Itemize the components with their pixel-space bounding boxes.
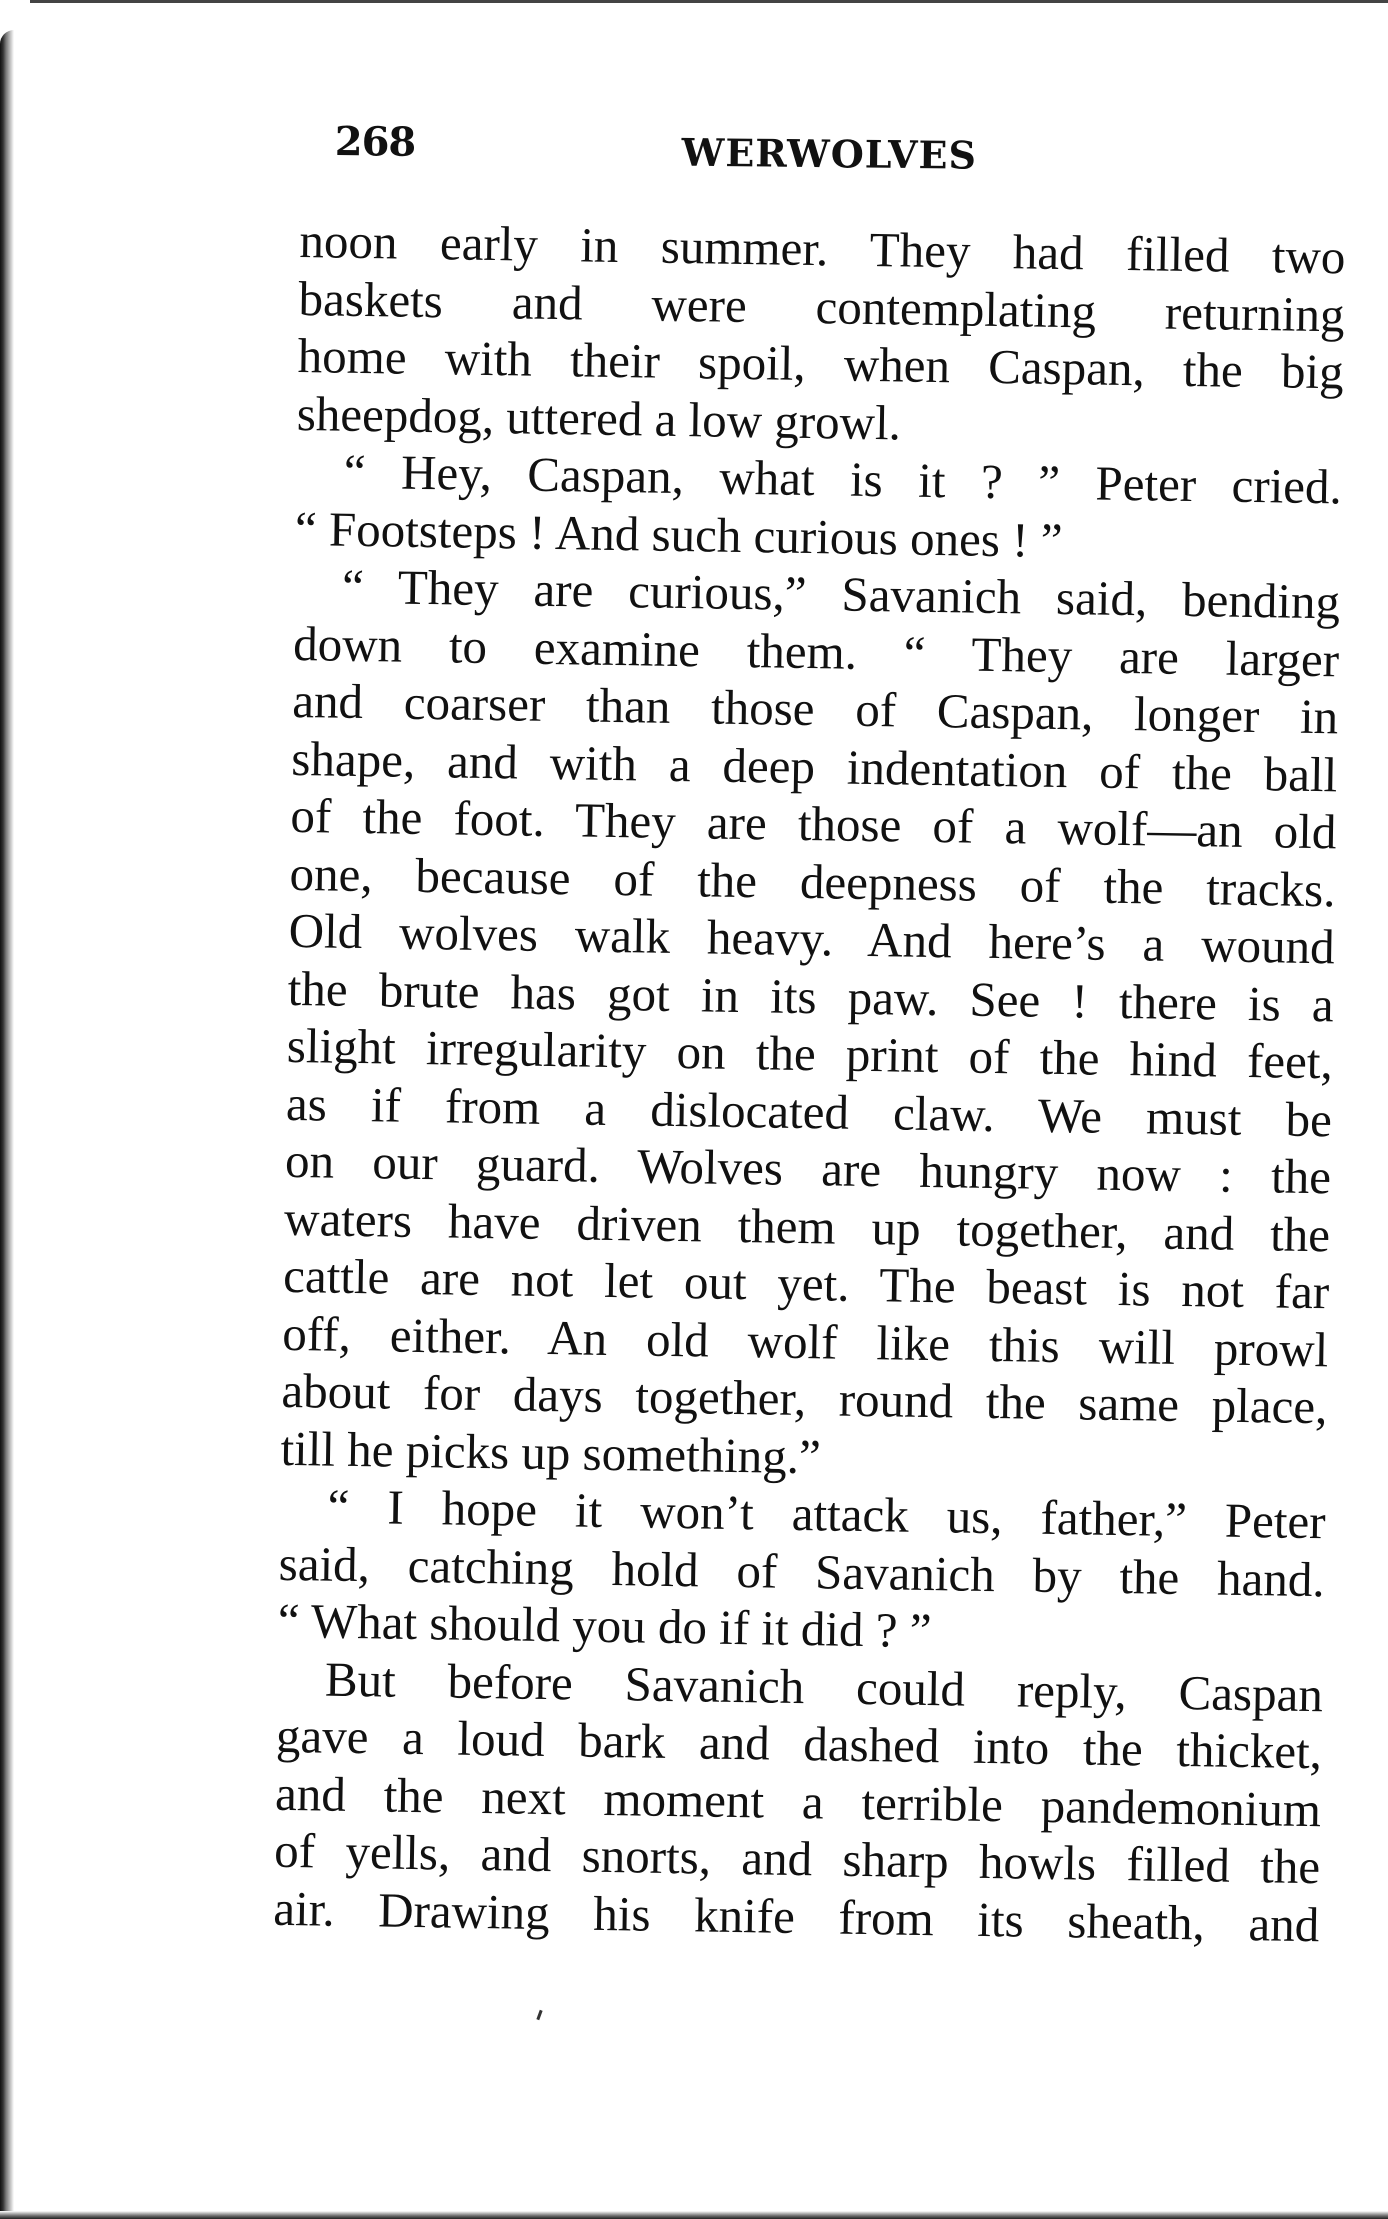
page-bottom-edge: [0, 2211, 1388, 2219]
text-line: sheepdog, uttered a low growl.: [296, 385, 902, 450]
page-number: 268: [334, 118, 416, 166]
running-head: [334, 118, 1345, 189]
text-line: “ I hope it won’t attack us, father,” Peter: [327, 1478, 1326, 1550]
text-line: of the foot. They are those of a wolf—an old: [290, 787, 1337, 860]
text-line: as if from a dislocated claw. We must be: [285, 1075, 1333, 1147]
text-line: gave a loud bark and dashed into the thicket,: [275, 1707, 1323, 1780]
text-line: baskets and were contemplating returning: [298, 270, 1345, 342]
text-line: shape, and with a deep indentation of the ball: [290, 730, 1338, 802]
text-line: on our guard. Wolves are hungry now : the: [284, 1132, 1332, 1205]
text-line: the brute has got in its paw. See ! there is a: [287, 960, 1335, 1032]
text-line: about for days together, round the same place,: [281, 1362, 1328, 1435]
page-top-edge: [30, 0, 1388, 3]
text-line: slight irregularity on the print of the hind feet,: [286, 1017, 1334, 1090]
text-line: waters have driven them up together, and the: [283, 1190, 1331, 1262]
text-line: said, catching hold of Savanich by the hand.: [278, 1535, 1326, 1607]
text-line: cattle are not let out yet. The beast is not far: [282, 1247, 1330, 1320]
running-title: WERWOLVES: [681, 129, 978, 178]
text-line: “ They are curious,” Savanich said, bending: [341, 558, 1341, 630]
text-line: home with their spoil, when Caspan, the big: [297, 327, 1345, 400]
text-line: Old wolves walk heavy. And here’s a wound: [288, 902, 1336, 975]
text-line: one, because of the deepness of the tracks.: [289, 845, 1336, 917]
text-line: air. Drawing his knife from its sheath, and: [272, 1880, 1320, 1952]
text-line: down to examine them. “ They are larger: [292, 615, 1340, 687]
text-line: “ What should you do if it did ? ”: [277, 1592, 932, 1659]
text-line: and coarser than those of Caspan, longer in: [291, 672, 1339, 745]
print-speck: [536, 2010, 542, 2020]
text-line: of yells, and snorts, and sharp howls filled the: [273, 1822, 1321, 1895]
text-line: “ Footsteps ! And such curious ones ! ”: [294, 500, 1063, 568]
text-line: noon early in summer. They had filled two: [299, 212, 1346, 285]
text-line: and the next moment a terrible pandemonium: [274, 1765, 1322, 1837]
text-line: But before Savanich could reply, Caspan: [324, 1651, 1324, 1722]
text-line: off, either. An old wolf like this will prowl: [281, 1305, 1329, 1377]
text-line: “ Hey, Caspan, what is it ? ” Peter cried.: [343, 443, 1343, 515]
binding-edge: [0, 30, 14, 2219]
body-text: [273, 212, 1346, 1953]
text-line: till he picks up something.”: [280, 1420, 822, 1484]
